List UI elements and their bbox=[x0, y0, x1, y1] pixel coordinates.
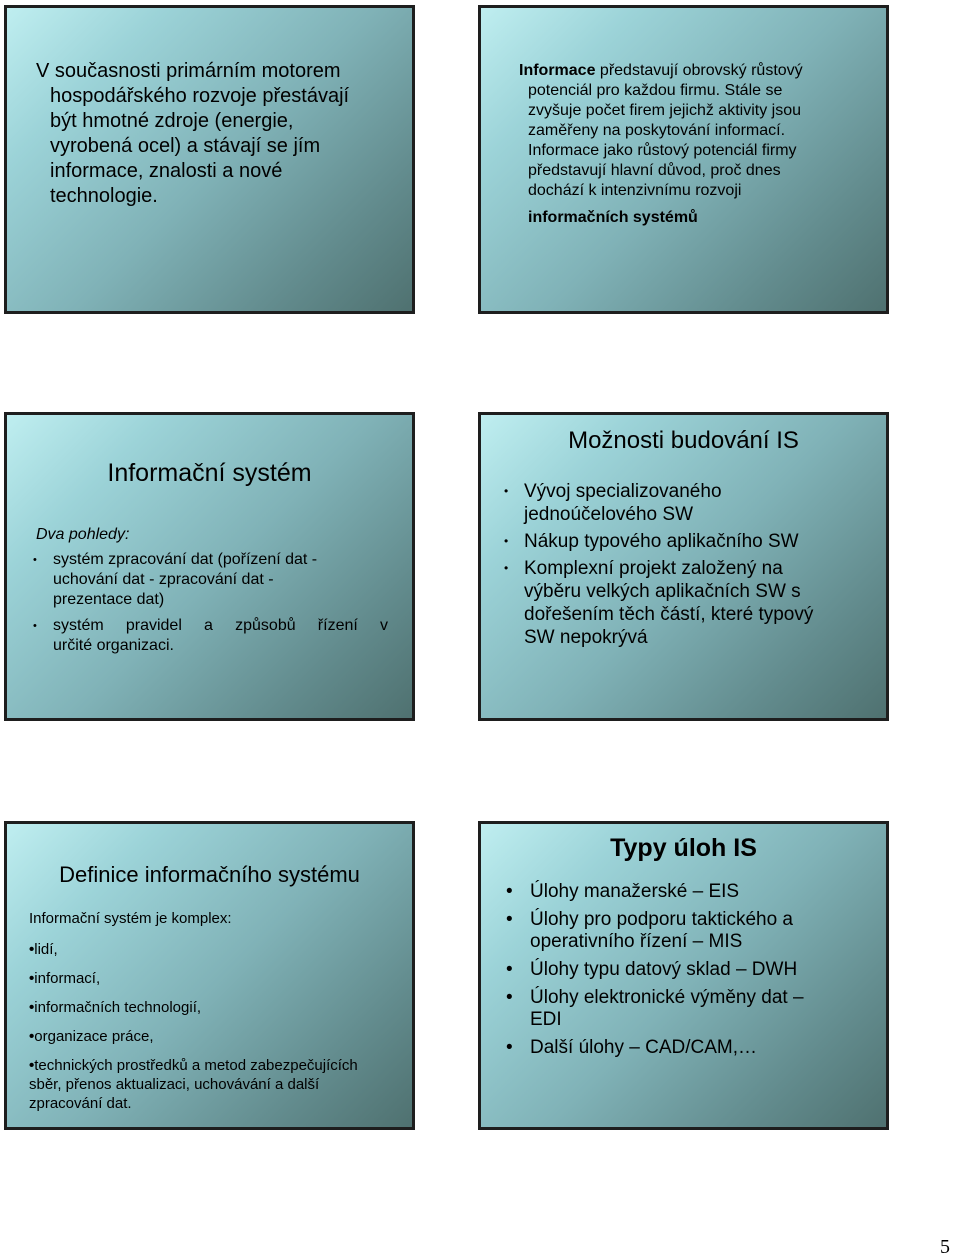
list-item-line: systém zpracování dat (pořízení dat - bbox=[53, 551, 318, 568]
list-item-line: sběr, přenos aktualizaci, uchovávání a další bbox=[29, 1076, 320, 1093]
list-item-line: Úlohy pro podporu taktického a bbox=[530, 909, 793, 930]
slide-2-line: dochází k intenzivnímu rozvoji bbox=[528, 182, 742, 199]
slide-2-text bbox=[519, 61, 864, 201]
slide-2-footer: informačních systémů bbox=[528, 209, 698, 226]
bullet-icon: • bbox=[506, 1037, 513, 1058]
bullet-icon: • bbox=[29, 941, 35, 958]
slide-4-list bbox=[504, 480, 864, 653]
slide-2 bbox=[478, 5, 889, 314]
list-item-line: zpracování dat. bbox=[29, 1095, 132, 1112]
slide-4-title: Možnosti budování IS bbox=[568, 427, 799, 454]
list-item bbox=[506, 909, 866, 953]
slide-2-line: zaměřeny na poskytování informací. bbox=[528, 122, 786, 139]
list-item-line: výběru velkých aplikačních SW s bbox=[524, 581, 801, 602]
list-item-line: určité organizaci. bbox=[53, 637, 174, 654]
list-item bbox=[506, 1037, 866, 1059]
list-item bbox=[506, 987, 866, 1031]
list-item bbox=[29, 969, 389, 988]
slide-2-line: Informace jako růstový potenciál firmy bbox=[528, 142, 797, 159]
list-item bbox=[29, 940, 389, 959]
list-item-line: SW nepokrývá bbox=[524, 627, 648, 648]
list-item-line: Komplexní projekt založený na bbox=[524, 558, 783, 579]
bullet-icon: • bbox=[504, 561, 509, 575]
page-number: 5 bbox=[940, 1236, 950, 1258]
bullet-icon: • bbox=[33, 554, 37, 566]
list-item-line: Nákup typového aplikačního SW bbox=[524, 531, 799, 552]
bullet-icon: • bbox=[29, 1057, 35, 1074]
list-item-line: Úlohy elektronické výměny dat – bbox=[530, 987, 804, 1008]
slide-6-list bbox=[506, 881, 866, 1065]
slide-2-line: zvyšuje počet firem jejichž aktivity jsou bbox=[528, 102, 801, 119]
bullet-icon: • bbox=[29, 970, 35, 987]
slide-1-line: V současnosti primárním motorem bbox=[36, 60, 341, 82]
list-item-line: Úlohy manažerské – EIS bbox=[530, 881, 740, 902]
slide-1 bbox=[4, 5, 415, 314]
bullet-icon: • bbox=[504, 484, 509, 498]
slide-1-line: být hmotné zdroje (energie, bbox=[50, 110, 294, 132]
list-item-line: informačních technologií, bbox=[34, 999, 202, 1016]
list-item bbox=[33, 616, 388, 656]
list-item bbox=[504, 480, 864, 526]
list-item-line: jednoúčelového SW bbox=[524, 504, 693, 525]
list-item-line: informací, bbox=[34, 970, 101, 987]
slide-5-list bbox=[29, 940, 389, 1123]
list-item bbox=[504, 557, 864, 649]
slide-5-title: Definice informačního systému bbox=[59, 862, 360, 887]
slide-2-bold-word: Informace bbox=[519, 62, 596, 79]
bullet-icon: • bbox=[33, 620, 37, 632]
slide-1-line: technologie. bbox=[50, 185, 158, 207]
slide-1-text bbox=[36, 59, 386, 209]
slide-1-line: informace, znalosti a nové bbox=[50, 160, 283, 182]
slide-3-list bbox=[33, 550, 388, 662]
list-item bbox=[29, 1027, 389, 1046]
slide-4 bbox=[478, 412, 889, 721]
slide-6-title: Typy úloh IS bbox=[610, 834, 757, 862]
list-item-line: lidí, bbox=[34, 941, 58, 958]
list-item bbox=[504, 530, 864, 553]
list-item-line: organizace práce, bbox=[34, 1028, 154, 1045]
list-item-line: EDI bbox=[530, 1009, 562, 1030]
slide-2-line: potenciál pro každou firmu. Stále se bbox=[528, 82, 783, 99]
list-item-line: technických prostředků a metod zabezpečujících bbox=[34, 1057, 358, 1074]
list-item-line: dořešením těch částí, které typový bbox=[524, 604, 814, 625]
list-item-line: Další úlohy – CAD/CAM,… bbox=[530, 1037, 758, 1058]
bullet-icon: • bbox=[506, 881, 513, 902]
bullet-icon: • bbox=[29, 999, 35, 1016]
list-item-line: systém pravidel a způsobů řízení v bbox=[53, 617, 388, 634]
list-item-line: Vývoj specializovaného bbox=[524, 481, 722, 502]
list-item bbox=[29, 1056, 389, 1113]
bullet-icon: • bbox=[506, 959, 513, 980]
list-item bbox=[29, 998, 389, 1017]
slide-1-line: hospodářského rozvoje přestávají bbox=[50, 85, 350, 107]
slide-2-line: představují obrovský růstový bbox=[595, 62, 803, 79]
list-item bbox=[506, 959, 866, 981]
slide-6 bbox=[478, 821, 889, 1130]
slide-5 bbox=[4, 821, 415, 1130]
list-item bbox=[506, 881, 866, 903]
slide-5-subtitle: Informační systém je komplex: bbox=[29, 910, 232, 927]
slide-2-line: představují hlavní důvod, proč dnes bbox=[528, 162, 781, 179]
bullet-icon: • bbox=[504, 534, 509, 548]
bullet-icon: • bbox=[29, 1028, 35, 1045]
slide-1-line: vyrobená ocel) a stávají se jím bbox=[50, 135, 321, 157]
list-item-line: prezentace dat) bbox=[53, 591, 165, 608]
slide-3-title: Informační systém bbox=[107, 459, 312, 487]
list-item bbox=[33, 550, 388, 610]
slide-3 bbox=[4, 412, 415, 721]
bullet-icon: • bbox=[506, 987, 513, 1008]
slide-3-subtitle: Dva pohledy: bbox=[36, 526, 130, 543]
bullet-icon: • bbox=[506, 909, 513, 930]
list-item-line: Úlohy typu datový sklad – DWH bbox=[530, 959, 798, 980]
list-item-line: uchování dat - zpracování dat - bbox=[53, 571, 274, 588]
list-item-line: operativního řízení – MIS bbox=[530, 931, 743, 952]
